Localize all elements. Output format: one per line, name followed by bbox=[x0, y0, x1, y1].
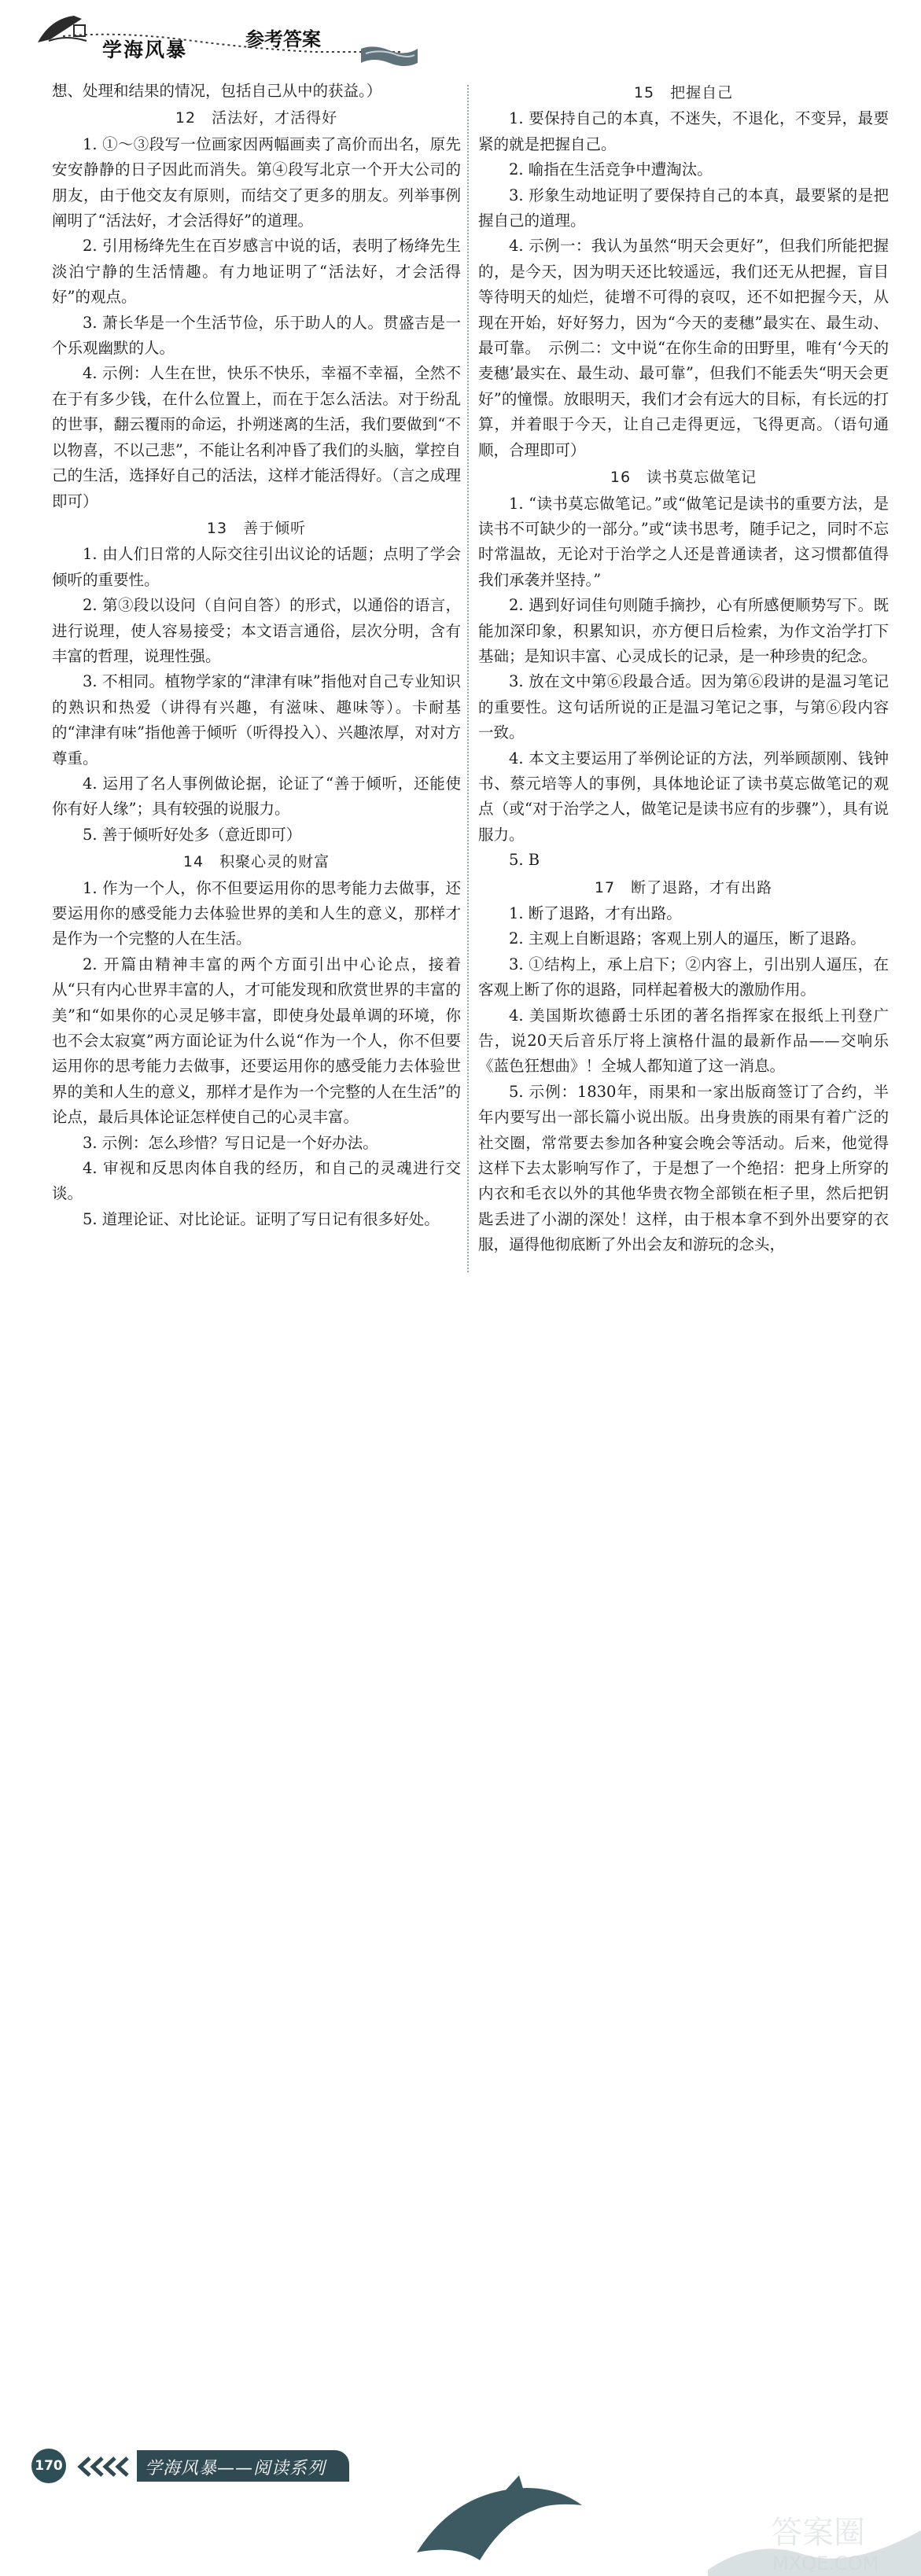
answer-paragraph: 1. 由人们日常的人际交往引出议论的话题；点明了学会倾听的重要性。 bbox=[52, 545, 461, 589]
answer-paragraph: 5. B bbox=[509, 851, 540, 870]
answer-paragraph: 3. 不相同。植物学家的“津津有味”指他对自己专业知识的熟识和热爱（讲得有兴趣，有滋味、趣味等）。卡耐基的“津津有味”指他善于倾听（听得投入）、兴趣浓厚，对对方尊重。 bbox=[52, 672, 461, 767]
answer-paragraph: 2. 喻指在生活竞争中遭淘汰。 bbox=[509, 160, 713, 179]
answer-paragraph: 2. 遇到好词佳句则随手摘抄，心有所感便顺势写下。既能加深印象，积累知识，亦方便日后检索，为作文治学打下基础；是知识丰富、心灵成长的记录，是一种珍贵的纪念。 bbox=[478, 596, 889, 665]
section-label: 参考答案 bbox=[245, 28, 321, 50]
answer-paragraph: 4. 本文主要运用了举例论证的方法，列举顾颉刚、钱钟书、蔡元培等人的事例，具体地论证了读书莫忘做笔记的观点（或“对于治学之人，做笔记是读书应有的步骤”），具有说服力。 bbox=[478, 749, 889, 844]
answer-paragraph: 1. 要保持自己的本真，不迷失，不退化，不变异，最要紧的就是把握自己。 bbox=[478, 109, 889, 153]
answer-paragraph: 1. 断了退路，才有出路。 bbox=[509, 904, 682, 922]
svg-text:答案圈: 答案圈 bbox=[771, 2515, 865, 2551]
section-heading: 14 积聚心灵的财富 bbox=[182, 853, 330, 871]
answer-paragraph: 4. 美国斯坎德爵士乐团的著名指挥家在报纸上刊登广告，说20天后音乐厅将上演格什温的最新作品——交响乐《蓝色狂想曲》！全城人都知道了这一消息。 bbox=[478, 1006, 889, 1076]
answer-paragraph: 3. 示例：怎么珍惜？写日记是一个好办法。 bbox=[83, 1133, 378, 1152]
answer-paragraph: 1. 作为一个人，你不但要运用你的思考能力去做事，还要运用你的感受能力去体验世界的美和人生的意义，那样才是作为一个完整的人在生活。 bbox=[52, 878, 461, 948]
answer-paragraph: 4. 示例一：我认为虽然“明天会更好”，但我们所能把握的，是今天，因为明天还比较遥远，我们还无从把握，盲目等待明天的灿烂，徒增不可得的哀叹，还不如把握今天，从现在开始，好好努力，因为“今天的麦穗”最实在、最生动、最可靠。 示例二：文中说“在你生命的田野里，唯有‘今天的麦穗’最实在、最生动、最可靠”，但我们不能丢失“明天会更好”的憧憬。放眼明天，我们才会有远大的目标，有长远的打算，并着眼于今天，让自己走得更远，飞得更高。（语句通顺，合理即可） bbox=[478, 237, 889, 459]
answer-paragraph: 2. 开篇由精神丰富的两个方面引出中心论点，接着从“只有内心世界丰富的人，才可能发现和欣赏世界的丰富的美”和“如果你的心灵足够丰富，即使身处最单调的环境，你也不会太寂寞”两方面论证为什么说“作为一个人，你不但要运用你的思考能力去做事，还要运用你的感受能力去体验世界的美和人生的意义，那样才是作为一个完整的人在生活”的论点，最后具体论证怎样使自己的心灵丰富。 bbox=[52, 955, 461, 1127]
svg-text:MXQE.COM: MXQE.COM bbox=[772, 2552, 879, 2574]
answer-paragraph: 3. ①结构上，承上启下；②内容上，引出别人逼压，在客观上断了你的退路，同样起着极大的激励作用。 bbox=[478, 955, 889, 999]
answer-paragraph: 2. 第③段以设问（自问自答）的形式，以通俗的语言，进行说理，使人容易接受；本文语言通俗，层次分明，含有丰富的哲理，说理性强。 bbox=[52, 596, 461, 665]
flag-icon bbox=[358, 42, 421, 69]
left-column bbox=[52, 79, 461, 1232]
right-column bbox=[478, 79, 889, 1258]
answer-paragraph: 5. 善于倾听好处多（意近即可） bbox=[83, 825, 302, 844]
section-heading: 12 活法好，才活得好 bbox=[175, 109, 338, 127]
dolphin-icon bbox=[409, 2474, 590, 2568]
chevrons-left-icon bbox=[76, 2455, 135, 2478]
answer-paragraph: 2. 引用杨绛先生在百岁感言中说的话，表明了杨绛先生淡泊宁静的生活情趣。有力地证明了“活法好，才会活得好”的观点。 bbox=[52, 237, 461, 307]
answer-paragraph: 4. 示例：人生在世，快乐不快乐，幸福不幸福，全然不在于有多少钱，在什么位置上，而在于怎么活法。对于纷乱的世事，翻云覆雨的命运，扑朔迷离的生活，我们要做到“不以物喜，不以己悲”，不能让名利冲昏了我们的头脑，掌控自己的生活，选择好自己的活法，这样才能活得好。（言之成理即可） bbox=[52, 364, 461, 510]
answer-paragraph: 3. 放在文中第⑥段最合适。因为第⑥段讲的是温习笔记的重要性。这句话所说的正是温习笔记之事，与第⑥段内容一致。 bbox=[478, 672, 889, 742]
answer-paragraph: 1. “读书莫忘做笔记。”或“做笔记是读书的重要方法，是读书不可缺少的一部分。”或“读书思考，随手记之，同时不忘时常温故，无论对于治学之人还是普通读者，这习惯都值得我们承袭并坚持。” bbox=[478, 494, 889, 589]
page-header bbox=[0, 0, 921, 86]
answer-paragraph: 3. 萧长华是一个生活节俭，乐于助人的人。贯盛吉是一个乐观幽默的人。 bbox=[52, 313, 461, 358]
paragraph: 想、处理和结果的情况，包括自己从中的获益。） bbox=[52, 82, 382, 100]
brand-title: 学海风暴 bbox=[102, 39, 188, 61]
series-label: 学海风暴——阅读系列 bbox=[145, 2459, 326, 2478]
answer-paragraph: 4. 运用了名人事例做论据，论证了“善于倾听，还能使你有好人缘”；具有较强的说服力。 bbox=[52, 774, 461, 819]
pen-icon bbox=[35, 11, 90, 47]
watermark-logo bbox=[755, 2507, 920, 2576]
section-heading: 16 读书莫忘做笔记 bbox=[610, 469, 757, 487]
column-divider bbox=[467, 85, 469, 1272]
answer-paragraph: 1. ①～③段写一位画家因两幅画卖了高价而出名，原先安安静静的日子因此而消失。第④段写北京一个开大公司的朋友，由于他交友有原则，而结交了更多的朋友。列举事例阐明了“活法好，才会活得好”的道理。 bbox=[52, 134, 461, 230]
section-heading: 13 善于倾听 bbox=[206, 519, 307, 537]
answer-paragraph: 3. 形象生动地证明了要保持自己的本真，最要紧的是把握自己的道理。 bbox=[478, 186, 889, 230]
answer-paragraph: 5. 道理论证、对比论证。证明了写日记有很多好处。 bbox=[83, 1209, 440, 1228]
section-heading: 15 把握自己 bbox=[633, 84, 734, 101]
page-number: 170 bbox=[31, 2449, 66, 2483]
page-footer bbox=[0, 1217, 921, 2574]
answer-paragraph: 5. 示例：1830年，雨果和一家出版商签订了合约，半年内要写出一部长篇小说出版。出身贵族的雨果有着广泛的社交圈，常常要去参加各种宴会晚会等活动。后来，他觉得这样下去太影响写作了，于是想了一个绝招：把身上所穿的内衣和毛衣以外的其他华贵衣物全部锁在柜子里，然后把钥匙丢进了小湖的深处！这样，由于根本拿不到外出要穿的衣服，逼得他彻底断了外出会友和游玩的念头， bbox=[478, 1082, 889, 1254]
section-heading: 17 断了退路，才有出路 bbox=[594, 878, 773, 896]
answer-paragraph: 2. 主观上自断退路；客观上别人的逼压，断了退路。 bbox=[509, 929, 866, 948]
answer-paragraph: 4. 审视和反思肉体自我的经历，和自己的灵魂进行交谈。 bbox=[52, 1159, 461, 1203]
